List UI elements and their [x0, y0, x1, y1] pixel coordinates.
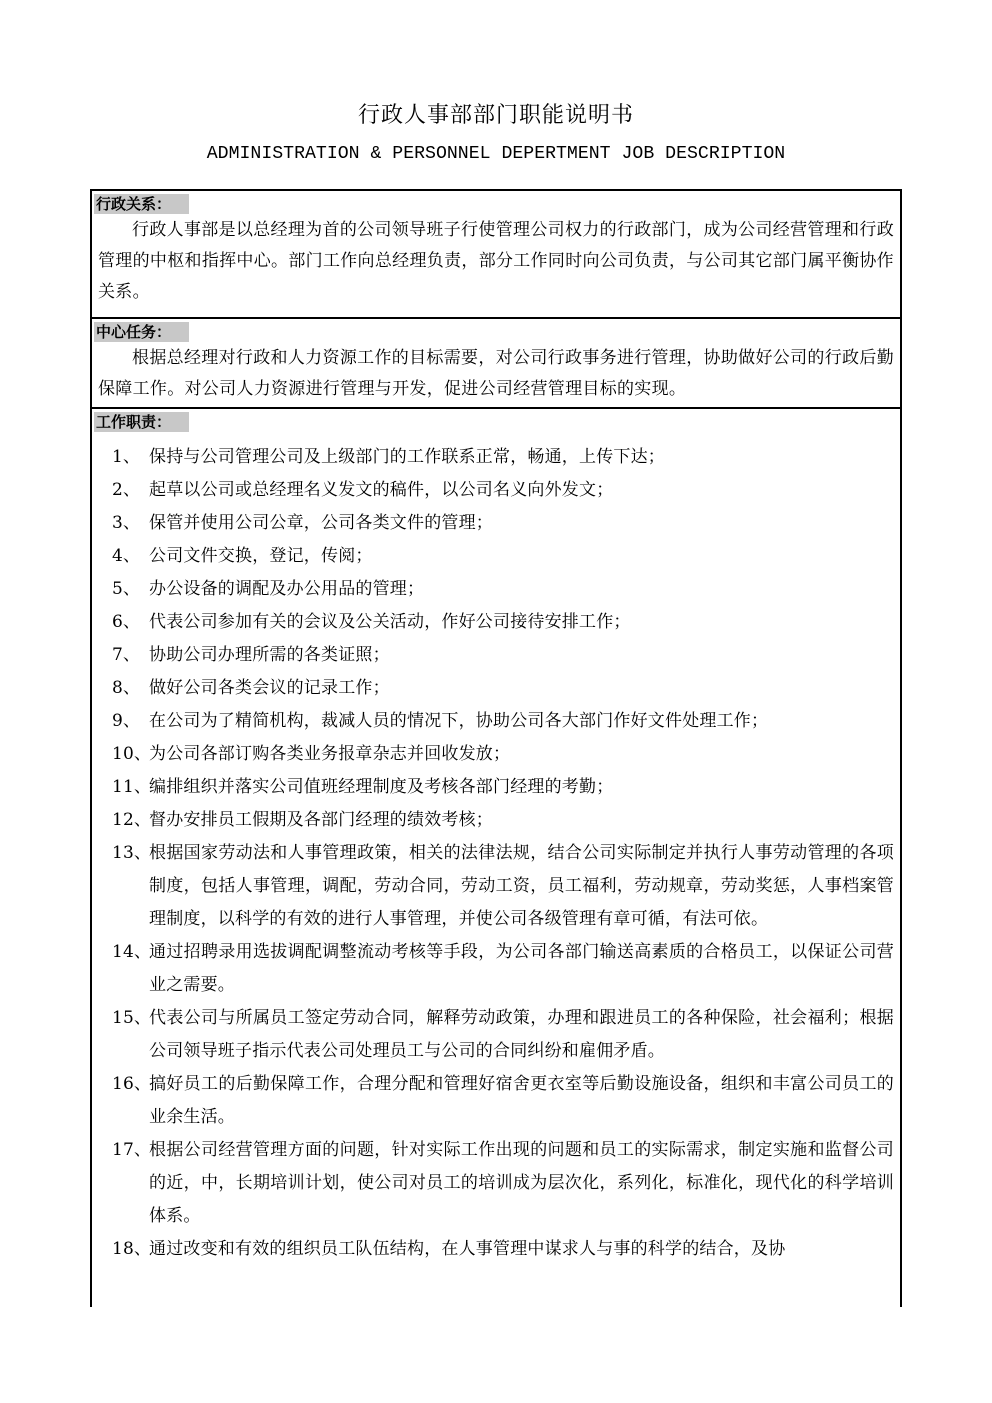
duty-number: 11、 — [112, 777, 152, 797]
duty-number: 6、 — [112, 612, 141, 632]
duty-text: 办公设备的调配及办公用品的管理； — [149, 579, 425, 599]
duty-number: 12、 — [112, 810, 152, 830]
list-item — [112, 540, 894, 573]
duty-number: 4、 — [112, 546, 141, 566]
list-item — [112, 837, 894, 936]
duty-number: 17、 — [112, 1140, 152, 1160]
section-head — [92, 409, 900, 433]
job-description-table — [90, 189, 902, 1307]
duty-text: 编排组织并落实公司值班经理制度及考核各部门经理的考勤； — [149, 777, 614, 797]
duty-text: 代表公司参加有关的会议及公关活动，作好公司接待安排工作； — [149, 612, 631, 632]
list-item — [112, 507, 894, 540]
duty-text: 公司文件交换，登记，传阅； — [149, 546, 373, 566]
section-head — [92, 191, 900, 215]
duty-text: 搞好员工的后勤保障工作，合理分配和管理好宿舍更衣室等后勤设施设备，组织和丰富公司员工的业余生活。 — [149, 1074, 894, 1127]
duty-text: 起草以公司或总经理名义发文的稿件，以公司名义向外发文； — [149, 480, 614, 500]
duty-number: 18、 — [112, 1239, 152, 1259]
list-item — [112, 672, 894, 705]
section-label: 工作职责： — [94, 412, 189, 432]
duty-text: 协助公司办理所需的各类证照； — [149, 645, 390, 665]
duty-text: 根据公司经营管理方面的问题，针对实际工作出现的问题和员工的实际需求，制定实施和监督公司的近，中，长期培训计划，使公司对员工的培训成为层次化，系列化，标准化，现代化的科学培训体系。 — [149, 1140, 894, 1226]
duty-text: 保持与公司管理公司及上级部门的工作联系正常，畅通，上传下达； — [149, 447, 665, 467]
document-title: 行政人事部部门职能说明书 — [357, 103, 634, 128]
duty-text: 保管并使用公司公章，公司各类文件的管理； — [149, 513, 493, 533]
duty-number: 5、 — [112, 579, 141, 599]
duty-text: 做好公司各类会议的记录工作； — [149, 678, 390, 698]
list-item — [112, 606, 894, 639]
list-item — [112, 441, 894, 474]
duty-number: 1、 — [112, 447, 141, 467]
section-text: 根据总经理对行政和人力资源工作的目标需要，对公司行政事务进行管理，协助做好公司的行政后勤保障工作。对公司人力资源进行管理与开发，促进公司经营管理目标的实现。 — [98, 348, 894, 399]
section-text: 行政人事部是以总经理为首的公司领导班子行使管理公司权力的行政部门，成为公司经营管理和行政管理的中枢和指挥中心。部门工作向总经理负责，部分工作同时向公司负责，与公司其它部门属平衡协作关系。 — [98, 220, 894, 302]
duty-text: 督办安排员工假期及各部门经理的绩效考核； — [149, 810, 493, 830]
duty-text: 通过招聘录用选拔调配调整流动考核等手段，为公司各部门输送高素质的合格员工，以保证公司营业之需要。 — [149, 942, 894, 995]
duty-number: 3、 — [112, 513, 141, 533]
list-item — [112, 573, 894, 606]
list-item — [112, 705, 894, 738]
duty-number: 10、 — [112, 744, 152, 764]
duty-number: 2、 — [112, 480, 141, 500]
list-item — [112, 804, 894, 837]
duty-number: 7、 — [112, 645, 141, 665]
section-administrative-relations — [92, 191, 900, 317]
duty-number: 8、 — [112, 678, 141, 698]
duty-text: 根据国家劳动法和人事管理政策，相关的法律法规，结合公司实际制定并执行人事劳动管理的各项制度，包括人事管理，调配，劳动合同，劳动工资，员工福利，劳动规章，劳动奖惩，人事档案管理制度，以科学的有效的进行人事管理，并使公司各级管理有章可循，有法可依。 — [149, 843, 894, 929]
duty-number: 9、 — [112, 711, 141, 731]
list-item — [112, 1134, 894, 1233]
list-item — [112, 639, 894, 672]
section-central-task — [92, 317, 900, 407]
duty-text: 为公司各部订购各类业务报章杂志并回收发放； — [149, 744, 511, 764]
section-head — [92, 319, 900, 343]
list-item — [112, 474, 894, 507]
list-item — [112, 1002, 894, 1068]
list-item — [112, 1068, 894, 1134]
duty-number: 14、 — [112, 942, 152, 962]
list-item — [112, 1233, 894, 1266]
duty-list — [92, 433, 900, 1266]
list-item — [112, 936, 894, 1002]
duty-number: 15、 — [112, 1008, 152, 1028]
section-label: 行政关系： — [94, 194, 189, 214]
document-subtitle: ADMINISTRATION & PERSONNEL DEPERTMENT JOB DESCRIPTION — [206, 144, 786, 164]
duty-text: 代表公司与所属员工签定劳动合同，解释劳动政策，办理和跟进员工的各种保险，社会福利；根据公司领导班子指示代表公司处理员工与公司的合同纠纷和雇佣矛盾。 — [149, 1008, 894, 1061]
list-item — [112, 771, 894, 804]
section-label: 中心任务： — [94, 322, 189, 342]
duty-text: 在公司为了精简机构，裁减人员的情况下，协助公司各大部门作好文件处理工作； — [149, 711, 769, 731]
duty-text: 通过改变和有效的组织员工队伍结构，在人事管理中谋求人与事的科学的结合，及协 — [149, 1239, 786, 1259]
duty-number: 13、 — [112, 843, 152, 863]
duty-number: 16、 — [112, 1074, 152, 1094]
list-item — [112, 738, 894, 771]
section-job-duties — [92, 407, 900, 1266]
